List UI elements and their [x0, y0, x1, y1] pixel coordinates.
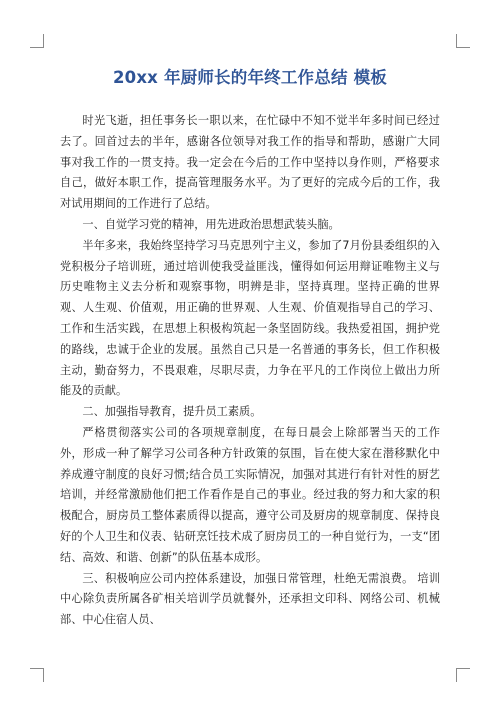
document-body	[60, 111, 440, 631]
paragraph-intro: 时光飞逝，担任事务长一职以来，在忙碌中不知不觉半年多时间已经过去了。回首过去的半年，感谢各位领导对我工作的指导和帮助，感谢广大同事对我工作的一贯支持。我一定会在今后的工作中坚持以身作则，严格要求自己，做好本职工作，提高管理服务水平。为了更好的完成今后的工作，我对试用期间的工作进行了总结。	[60, 114, 440, 211]
heading-section-2: 二、加强指导教育，提升员工素质。	[82, 405, 262, 419]
heading-section-1: 一、自觉学习党的精神，用先进政治思想武装头脑。	[82, 217, 340, 231]
document-title: 20xx 年厨师长的年终工作总结 模板	[112, 68, 388, 87]
paragraph-section-2: 严格贯彻落实公司的各项规章制度，在每日晨会上除部署当天的工作外，形成一种了解学习公司各种方针政策的氛围，旨在使大家在潜移默化中养成遵守制度的良好习惯;结合员工实际情况，加强对其进行有针对性的厨艺培训，并经常激励他们把工作看作是自己的事业。经过我的努力和大家的积极配合，厨房员工整体素质得以提高，遵守公司及厨房的规章制度、保持良好的个人卫生和仪表、钻研烹饪技术成了厨房员工的一种自觉行为，一支“团结、高效、和谐、创新”的队伍基本成形。	[60, 425, 440, 564]
paragraph-section-1: 半年多来，我始终坚持学习马克思列宁主义，参加了7月份县委组织的入党积极分子培训班，通过培训使我受益匪浅，懂得如何运用辩证唯物主义与历史唯物主义去分析和观察事物，明辨是非，坚持真理。坚持正确的世界观、人生观、价值观，用正确的世界观、人生观、价值观指导自己的学习、工作和生活实践，在思想上积极构筑起一条坚固防线。我热爱祖国，拥护党的路线，忠诚于企业的发展。虽然自己只是一名普通的事务长，但工作积极主动，勤奋努力，不畏艰难，尽职尽责，力争在平凡的工作岗位上做出力所能及的贡献。	[60, 238, 440, 398]
paragraph-section-3: 三、积极响应公司内控体系建设，加强日常管理，杜绝无需浪费。 培训中心除负责所属各矿相关培训学员就餐外，还承担文印科、网络公司、机械部、中心住宿人员、	[60, 571, 440, 627]
